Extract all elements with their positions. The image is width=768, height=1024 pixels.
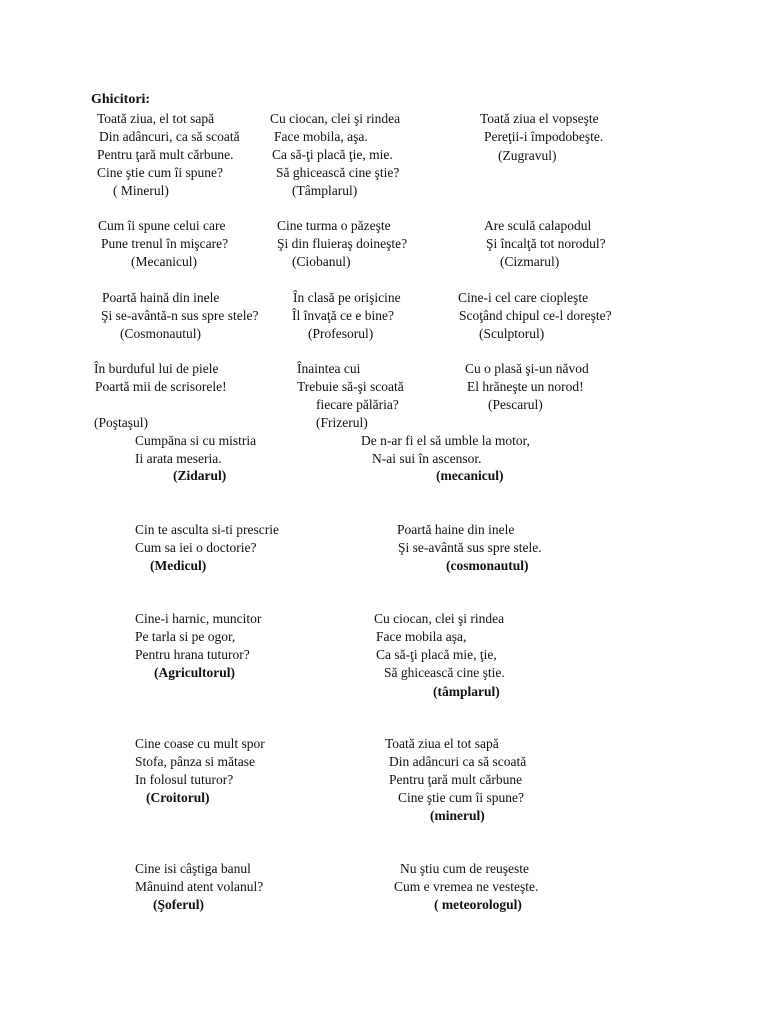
riddle-line: Ii arata meseria. [135, 451, 222, 466]
document-title: Ghicitori: [91, 92, 151, 107]
riddle-line: Cine ştie cum îi spune? [398, 790, 524, 805]
riddle-line: Mânuind atent volanul? [135, 879, 264, 894]
riddle-line: Poartă haină din inele [102, 290, 220, 305]
riddle-answer: (cosmonautul) [446, 558, 529, 573]
riddle-line: Pereţii-i împodobeşte. [484, 129, 604, 144]
riddle-answer: (Zidarul) [173, 468, 227, 483]
riddle-line: Pentru hrana tuturor? [135, 647, 250, 662]
riddle-line: Din adâncuri, ca să scoată [99, 129, 240, 144]
riddle-line: In folosul tuturor? [135, 772, 234, 787]
riddle-line: Trebuie să-şi scoată [297, 379, 404, 394]
riddle-line: Scoţând chipul ce-l doreşte? [459, 308, 612, 323]
riddle-line: Toată ziua, el tot sapă [97, 111, 215, 126]
riddle-line: Face mobila aşa, [376, 629, 467, 644]
riddle-answer: (Frizerul) [316, 415, 368, 430]
riddle-line: Stofa, pânza si mătase [135, 754, 255, 769]
riddle-line: Poartă mii de scrisorele! [95, 379, 227, 394]
riddle-line: Şi din fluieraş doineşte? [277, 236, 408, 251]
riddle-line: Toată ziua el tot sapă [385, 736, 499, 751]
riddle-line: Şi se-avântă-n sus spre stele? [101, 308, 259, 323]
riddle-line: Cine turma o păzeşte [277, 218, 391, 233]
riddle-line: Pune trenul în mişcare? [101, 236, 229, 251]
riddle-answer: (Sculptorul) [479, 326, 545, 341]
riddle-line: În burduful lui de piele [94, 361, 219, 376]
riddle-answer: (Zugravul) [498, 148, 557, 163]
riddle-line: Cum îi spune celui care [98, 218, 226, 233]
riddle-line: Cu ciocan, clei şi rindea [270, 111, 401, 126]
riddle-line: N-ai sui în ascensor. [372, 451, 482, 466]
riddle-line: Cine isi câştiga banul [135, 861, 251, 876]
riddle-answer: (Pescarul) [488, 397, 543, 412]
riddle-answer: (Mecanicul) [131, 254, 197, 269]
riddle-answer: (Poştaşul) [94, 415, 148, 430]
riddle-line: Poartă haine din inele [397, 522, 515, 537]
riddle-answer: (Croitorul) [146, 790, 210, 805]
riddle-line: Să ghicească cine ştie? [276, 165, 400, 180]
riddle-line: Cu o plasă şi-un năvod [465, 361, 589, 376]
riddle-line: Cumpăna si cu mistria [135, 433, 257, 448]
riddle-line: Ca să-ţi placă ţie, mie. [272, 147, 393, 162]
riddle-line: Cum sa iei o doctorie? [135, 540, 257, 555]
riddle-answer: (Şoferul) [153, 897, 204, 912]
riddle-line: Pentru ţară mult cărbune [389, 772, 523, 787]
riddle-line: Pentru ţară mult cărbune. [97, 147, 234, 162]
riddle-answer: (mecanicul) [436, 468, 504, 483]
riddle-line: Şi încalţă tot norodul? [486, 236, 606, 251]
riddle-line: Să ghicească cine ştie. [384, 665, 505, 680]
riddle-line: Şi se-avântă sus spre stele. [398, 540, 542, 555]
riddle-line: Face mobila, aşa. [274, 129, 368, 144]
riddle-line: El hrăneşte un norod! [467, 379, 584, 394]
riddle-answer: (Agricultorul) [154, 665, 235, 680]
riddle-line: Cine-i cel care ciopleşte [458, 290, 589, 305]
riddle-line: Are sculă calapodul [484, 218, 592, 233]
riddle-line: Cu ciocan, clei şi rindea [374, 611, 505, 626]
riddle-answer: (Medicul) [150, 558, 207, 573]
riddle-answer: ( Minerul) [113, 183, 169, 198]
riddle-line: Îl învaţă ce e bine? [292, 308, 394, 323]
riddle-answer: (Cosmonautul) [120, 326, 201, 341]
riddle-line: fiecare pălăria? [316, 397, 399, 412]
riddle-answer: (tâmplarul) [433, 684, 500, 699]
riddle-answer: (Cizmarul) [500, 254, 560, 269]
riddle-answer: (minerul) [430, 808, 485, 823]
riddle-line: Cine coase cu mult spor [135, 736, 265, 751]
riddle-line: Ca să-ţi placă mie, ţie, [376, 647, 497, 662]
riddle-answer: (Profesorul) [308, 326, 374, 341]
riddle-line: Din adâncuri ca să scoată [389, 754, 527, 769]
riddle-line: Nu ştiu cum de reuşeste [400, 861, 529, 876]
riddle-line: Cin te asculta si-ti prescrie [135, 522, 279, 537]
riddle-line: De n-ar fi el să umble la motor, [361, 433, 530, 448]
riddle-answer: ( meteorologul) [434, 897, 522, 912]
riddle-line: Cine-i harnic, muncitor [135, 611, 262, 626]
riddle-line: Toată ziua el vopseşte [480, 111, 599, 126]
riddle-line: Cine ştie cum îi spune? [97, 165, 223, 180]
riddle-line: Cum e vremea ne vesteşte. [394, 879, 539, 894]
riddle-line: Pe tarla si pe ogor, [135, 629, 236, 644]
riddle-answer: (Tâmplarul) [292, 183, 358, 198]
riddle-answer: (Ciobanul) [292, 254, 351, 269]
riddle-line: În clasă pe orişicine [293, 290, 401, 305]
riddle-line: Înaintea cui [297, 361, 361, 376]
